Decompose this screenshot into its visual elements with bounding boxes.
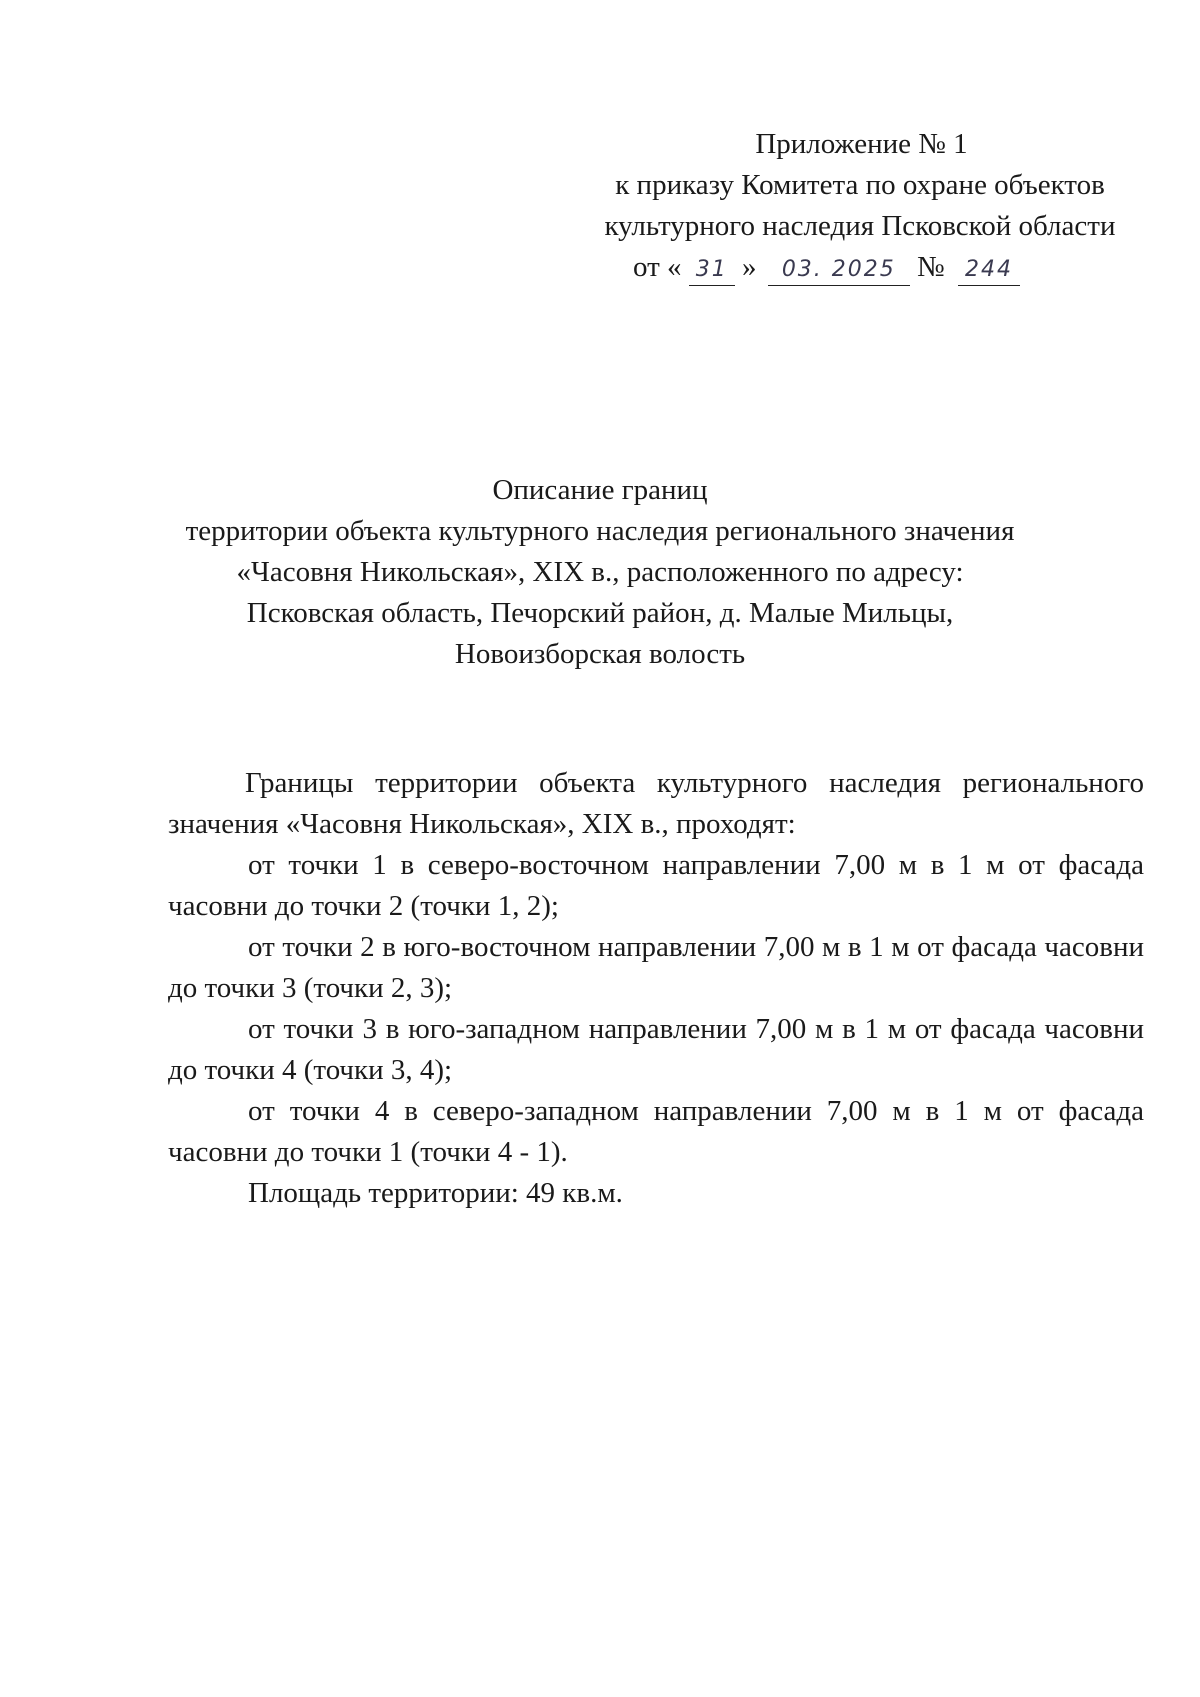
appendix-number: Приложение № 1 bbox=[755, 128, 968, 160]
title-line-3: «Часовня Никольская», XIX в., расположенного по адресу: bbox=[236, 556, 964, 588]
handwritten-month-year: 03. 2025 bbox=[768, 255, 910, 286]
boundary-segment-4: от точки 4 в северо-западном направлении 7,00 м в 1 м от фасада часовни до точки 1 (точки 4 - 1). bbox=[168, 1095, 1144, 1168]
appendix-header bbox=[560, 124, 1160, 288]
boundary-segment-2: от точки 2 в юго-восточном направлении 7,00 м в 1 м от фасада часовни до точки 3 (точки 2, 3); bbox=[168, 931, 1144, 1004]
order-reference-line-1: к приказу Комитета по охране объектов bbox=[615, 169, 1105, 201]
handwritten-day: 31 bbox=[689, 255, 735, 286]
order-reference-line-2: культурного наследия Псковской области bbox=[604, 210, 1116, 242]
document-body bbox=[168, 763, 1144, 1214]
boundary-segment-1: от точки 1 в северо-восточном направлении 7,00 м в 1 м от фасада часовни до точки 2 (точки 1, 2); bbox=[168, 849, 1144, 922]
handwritten-order-number: 244 bbox=[958, 255, 1020, 286]
boundary-segment-3: от точки 3 в юго-западном направлении 7,00 м в 1 м от фасада часовни до точки 4 (точки 3, 4); bbox=[168, 1013, 1144, 1086]
title-line-5: Новоизборская волость bbox=[454, 638, 746, 670]
date-mid: » bbox=[742, 251, 757, 283]
date-prefix: от « bbox=[633, 251, 682, 283]
area-paragraph: Площадь территории: 49 кв.м. bbox=[248, 1177, 623, 1209]
title-line-2: территории объекта культурного наследия регионального значения bbox=[185, 515, 1015, 547]
document-title bbox=[150, 470, 1050, 675]
number-prefix: № bbox=[917, 251, 945, 283]
title-line-1: Описание границ bbox=[492, 474, 708, 506]
order-date-line bbox=[560, 247, 1160, 288]
title-line-4: Псковская область, Печорский район, д. Малые Мильцы, bbox=[246, 597, 954, 629]
intro-paragraph: Границы территории объекта культурного наследия регионального значения «Часовня Никольская», XIX в., проходят: bbox=[168, 767, 1144, 840]
